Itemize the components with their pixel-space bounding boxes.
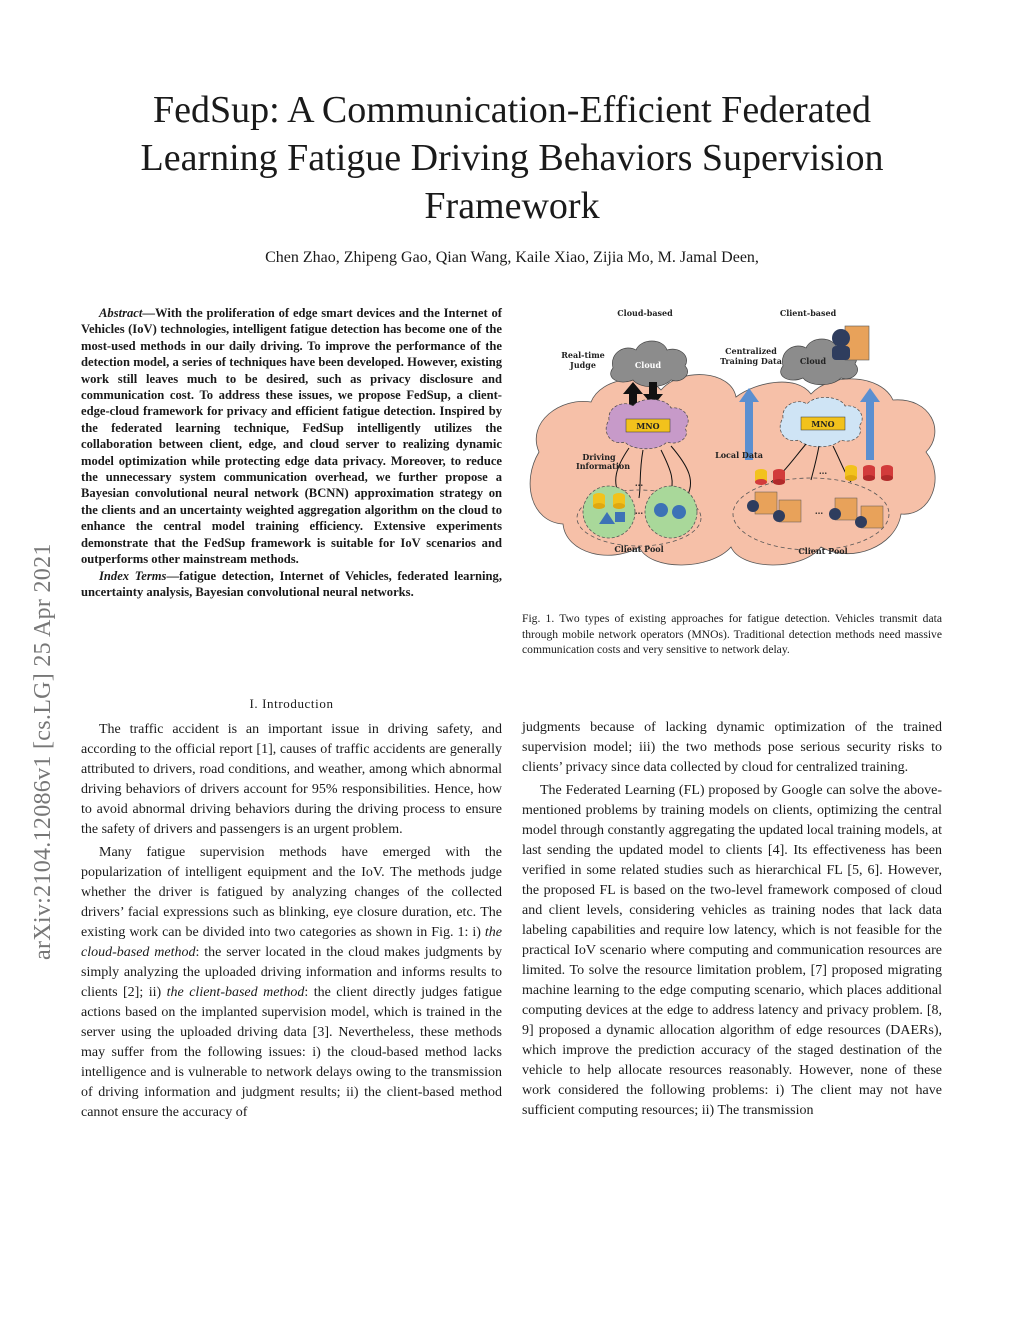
label-client-pool-left: Client Pool xyxy=(614,544,664,554)
paper-title: FedSup: A Communication-Efficient Federated Learning Fatigue Driving Behaviors Supervision Framework xyxy=(140,89,884,227)
mno-right-label: MNO xyxy=(811,419,835,429)
right-column-body xyxy=(522,718,942,1124)
label-local-data: Local Data xyxy=(715,450,763,460)
abstract-label: Abstract xyxy=(99,306,143,320)
intro-paragraph-1: The traffic accident is an important issue in driving safety, and according to the official report [1], causes of traffic accidents are generally attributed to drivers, road conditions, and weather, among which abnormal driving behaviors of drivers account for 95% responsibilities. Hence, how to avoid abnormal driving behaviors during the driving process to ensure the safety of drivers and passengers is an urgent problem. xyxy=(81,722,502,837)
label-training-data: Training Data xyxy=(720,356,782,366)
figure-1-diagram xyxy=(521,302,943,602)
label-client-based: Client-based xyxy=(779,308,837,318)
left-column-body xyxy=(81,720,502,1126)
driver-icon xyxy=(832,326,869,360)
index-terms-text: —fatigue detection, Internet of Vehicles, federated learning, uncertainty analysis, Bayesian convolutional neural networks. xyxy=(81,568,502,599)
label-judge: Judge xyxy=(570,360,596,370)
emphasis-cloud-based: the cloud-based method xyxy=(81,925,502,960)
mno-left-label: MNO xyxy=(636,421,660,431)
right-paragraph-1: judgments because of lacking dynamic optimization of the trained supervision model; iii) the two methods pose serious security risks to clients’ privacy since data collected by cloud for centralized training. xyxy=(522,720,942,775)
abstract xyxy=(81,305,502,600)
label-client-pool-right: Client Pool xyxy=(798,546,848,556)
label-information: Information xyxy=(575,461,631,471)
dots-left-2: ... xyxy=(634,506,644,516)
label-driving: Driving xyxy=(582,452,616,462)
right-paragraph-2: The Federated Learning (FL) proposed by Google can solve the above-mentioned problems by training models on clients, optimizing the central model through constantly aggregating the updated local training models, at last sending the updated model to clients [4]. Its effectiveness has been verified in some related studies such as hierarchical FL [5, 6]. However, the proposed FL is based on the two-level framework composed of cloud and client levels, considering vehicles as training nodes that lack data labeling capabilities and require low latency, which is not feasible for the practical IoV scenario where computing and communication resources are limited. To solve the resource limitation problem, [7] proposed migrating machine learning to the edge computing scenario, which places additional computing devices at the edge to address latency and privacy problem. [8, 9] proposed a dynamic allocation algorithm of edge resources (DAERs), which improve the prediction accuracy of the staged destination of the vehicle to help allocate resources reasonably. However, none of these work considered the following problems: i) The client may not have sufficient computing resources; ii) The transmission xyxy=(522,783,942,1118)
left-cloud-label: Cloud xyxy=(634,360,662,370)
section-heading: I. Introduction xyxy=(249,696,334,711)
label-cloud-based: Cloud-based xyxy=(617,308,673,318)
label-centralized: Centralized xyxy=(725,346,777,356)
emphasis-client-based: the client-based method xyxy=(166,985,305,1000)
label-realtime: Real-time xyxy=(561,350,605,360)
intro-paragraph-2: Many fatigue supervision methods have emerged with the popularization of intelligent equipment and the IoV. The methods judge whether the driver is fatigued by analyzing changes of the collected drivers’ facial expressions such as blinking, eye closure duration, etc. The existing work can be divided into two categories as shown in Fig. 1: i) the cloud-based method: the server located in the cloud makes judgments by simply analyzing the uploaded driving information and informs results to clients [2]; ii) the client-based method: the client directly judges fatigue actions based on the implanted supervision model, which is trained in the server using the uploaded driving data [3]. Nevertheless, these methods may suffer from the following issues: i) the cloud-based method lacks intelligence and is vulnerable to network delays owing to the transmission of driving information and judgment results; ii) the client-based method cannot ensure the accuracy of xyxy=(81,845,502,1120)
abstract-text: —With the proliferation of edge smart devices and the Internet of Vehicles (IoV) technologies, intelligent fatigue detection has become one of the most-used methods in our daily driving. To improve the performance of the detection model, a series of techniques have been developed. However, existing work still leaves much to be desired, such as privacy disclosure and communication cost. To address these issues, we propose FedSup, a client-edge-cloud framework for privacy and efficient fatigue detection. Inspired by the federated learning technique, FedSup intelligently utilizes the collaboration between client, edge, and cloud server to realizing dynamic model optimization while protecting edge data privacy. Moreover, to reduce the unnecessary system communication overhead, we further propose a Bayesian convolutional neural network (BCNN) approximation strategy on the clients and an uncertainty weighted aggregation algorithm on the cloud to enhance the central model training efficiency. Extensive experiments demonstrate that the FedSup framework is suitable for IoV scenarios and outperforms other mainstream methods. xyxy=(81,306,502,567)
index-terms-label: Index Terms xyxy=(99,568,167,583)
arxiv-identifier: arXiv:2104.12086v1 [cs.LG] 25 Apr 2021 xyxy=(30,543,56,960)
right-cloud-label: Cloud xyxy=(799,356,827,366)
dots-left: ... xyxy=(634,478,644,488)
figure-caption: Fig. 1. Two types of existing approaches for fatigue detection. Vehicles transmit data through mobile network operators (MNOs). Traditional detection methods need massive communication costs and very sensitive to network delay. xyxy=(522,612,942,657)
dots-right: ... xyxy=(818,466,828,476)
author-list: Chen Zhao, Zhipeng Gao, Qian Wang, Kaile Xiao, Zijia Mo, M. Jamal Deen, xyxy=(265,249,759,266)
dots-right-2: ... xyxy=(814,506,824,516)
